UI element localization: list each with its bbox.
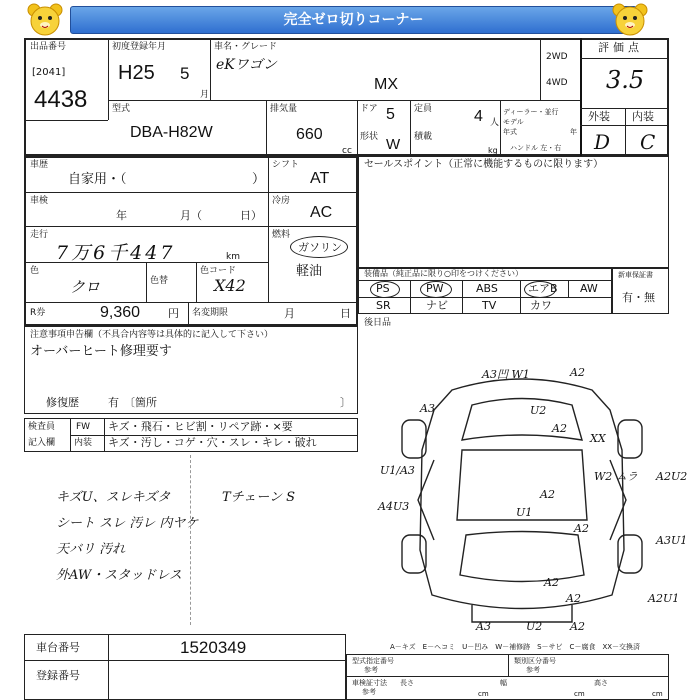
- interior-check-items: キズ・汚し・コゲ・穴・スレ・キレ・破れ: [108, 436, 317, 449]
- length-label: 長さ: [400, 679, 414, 687]
- damage-mark: A3凹 W1: [482, 368, 530, 381]
- damage-mark: A2: [540, 488, 555, 501]
- model-year-label: モデル: [503, 118, 524, 126]
- equip-abs: ABS: [476, 282, 498, 295]
- inspection-year: 年: [116, 209, 127, 222]
- damage-mark: W2 ムラ: [594, 470, 638, 483]
- inspector-note-3: 天バリ 汚れ: [56, 542, 126, 557]
- inspector-note-1: キズU、スレキズタ: [56, 490, 171, 505]
- inspection-month: 月（: [180, 209, 202, 222]
- repair-location-close: 〕: [340, 396, 351, 409]
- handle-label: ハンドル 左・右: [510, 144, 562, 152]
- damage-mark: A2U1: [648, 592, 680, 605]
- color-change-label: 色替: [150, 276, 169, 286]
- category-label: 類別区分番号: [514, 657, 556, 665]
- doors-value: 5: [386, 106, 395, 123]
- displacement-label: 排気量: [270, 104, 298, 114]
- first-reg-year: H25: [118, 62, 155, 84]
- page-title: 完全ゼロ切りコーナー: [70, 6, 637, 34]
- height-unit: cm: [652, 690, 663, 698]
- name-change-day: 日: [340, 307, 351, 320]
- fuel-gas-circle: [290, 236, 348, 258]
- fw-items: キズ・飛石・ヒビ割・リペア跡・×要: [108, 420, 293, 433]
- first-reg-month-unit: 月: [200, 90, 210, 100]
- color-code-value: X42: [214, 276, 246, 295]
- entry-label: 記入欄: [28, 438, 56, 448]
- equip-leather: カワ: [530, 299, 552, 312]
- damage-mark: A2: [574, 522, 589, 535]
- equip-pw-circle: [420, 281, 452, 298]
- repair-history-value: 有: [108, 396, 119, 409]
- history-value: 自家用・（: [68, 172, 127, 187]
- car-name: eKワゴン: [216, 57, 277, 73]
- damage-mark: A3: [420, 402, 435, 415]
- width-label: 幅: [500, 679, 507, 687]
- lot-label: 出品番号: [30, 42, 67, 52]
- first-reg-label: 初度登録年月: [112, 42, 167, 52]
- car-grade: MX: [374, 76, 398, 93]
- equip-airbag-circle: [524, 281, 556, 298]
- mileage-unit: km: [226, 252, 240, 262]
- color-label: 色: [30, 266, 40, 276]
- damage-mark: A3U1: [656, 534, 688, 547]
- damage-mark: A2: [552, 422, 567, 435]
- car-damage-diagram: [362, 360, 692, 640]
- ac-value: AC: [310, 204, 333, 221]
- inspector-label: 検査員: [28, 422, 56, 432]
- interior-check-label: 内装: [74, 438, 93, 448]
- mascot-bear-left-icon: [25, 2, 65, 38]
- drive-2wd: 2WD: [546, 52, 568, 62]
- ac-label: 冷房: [272, 196, 291, 206]
- interior-grade: C: [640, 130, 656, 154]
- chassis-label: 車台番号: [36, 641, 80, 654]
- name-change-label: 名変期限: [192, 308, 229, 318]
- capacity-label: 定員: [414, 104, 433, 114]
- model-cert-label: 型式指定番号: [352, 657, 394, 665]
- new-warranty-value: 有・無: [622, 291, 655, 304]
- sales-point-label: セールスポイント（正常に機能するものに限ります）: [364, 159, 604, 170]
- registration-label: 登録番号: [36, 669, 80, 682]
- fuel-gas: ガソリン: [298, 241, 342, 254]
- mascot-bear-right-icon: [610, 2, 650, 38]
- category-ref: 参考: [526, 666, 540, 674]
- shape-label: 形状: [360, 132, 379, 142]
- history-close: ）: [252, 172, 266, 187]
- exterior-label: 外装: [588, 110, 610, 123]
- load-unit: kg: [488, 146, 498, 155]
- size-ref: 参考: [362, 688, 376, 696]
- displacement-unit: cc: [342, 146, 352, 156]
- car-label: 車名・グレード: [214, 42, 278, 52]
- first-reg-month: 5: [180, 64, 190, 83]
- equip-navi: ナビ: [426, 299, 448, 312]
- year-label: 年式: [503, 128, 517, 136]
- capacity-unit: 人: [490, 118, 500, 128]
- history-label: 車歴: [30, 160, 49, 170]
- doors-label: ドア: [360, 104, 378, 114]
- shift-value: AT: [310, 170, 330, 187]
- inspection-day: 日）: [240, 209, 262, 222]
- recycle-label: R券: [30, 308, 46, 318]
- equip-aw: AW: [580, 282, 598, 295]
- model-cert-ref: 参考: [364, 666, 378, 674]
- displacement-value: 660: [296, 126, 323, 143]
- notes-column-divider: [190, 455, 191, 625]
- form-frame: [24, 38, 669, 156]
- repair-location: 〔箇所: [124, 396, 157, 409]
- mileage-value: 7万6千447: [56, 242, 176, 264]
- inspector-note-2: シート スレ 汚レ 内ヤケ: [56, 516, 199, 531]
- size-label: 車検証寸法: [352, 679, 387, 687]
- capacity-value: 4: [474, 108, 483, 125]
- inspection-label: 車検: [30, 196, 49, 206]
- repair-history-label: 修復歴: [46, 396, 79, 409]
- dealer-label: ディーラー・並行: [503, 108, 559, 116]
- damage-mark: A2: [570, 620, 585, 633]
- shift-label: シフト: [272, 160, 300, 170]
- name-change-month: 月: [284, 307, 295, 320]
- drive-4wd: 4WD: [546, 78, 568, 88]
- height-label: 高さ: [594, 679, 608, 687]
- interior-label: 内装: [632, 110, 654, 123]
- model-label: 型式: [112, 104, 131, 114]
- shape-value: W: [386, 136, 401, 153]
- notes-label: 注意事項申告欄（不具合内容等は具体的に記入して下さい）: [30, 330, 274, 340]
- recycle-value: 9,360: [100, 304, 141, 321]
- exterior-grade: D: [594, 130, 611, 154]
- damage-mark: U1: [516, 506, 533, 519]
- color-code-label: 色コード: [200, 266, 237, 276]
- rating-score: 3.5: [606, 66, 645, 94]
- rating-label: 評価点: [598, 41, 643, 54]
- sales-point-box: [358, 156, 669, 268]
- chassis-value: 1520349: [180, 638, 247, 657]
- equip-sr: SR: [376, 299, 391, 312]
- damage-mark: A2: [544, 576, 559, 589]
- damage-mark: A4U3: [378, 500, 410, 513]
- mileage-label: 走行: [30, 230, 49, 240]
- damage-mark: U2: [530, 404, 547, 417]
- year-unit: 年: [570, 128, 577, 136]
- fuel-label: 燃料: [272, 230, 291, 240]
- color-value: クロ: [70, 278, 101, 296]
- inspector-extra-note: Tチェーン S: [222, 490, 296, 505]
- new-warranty-label: 新車保証書: [618, 271, 653, 279]
- fuel-diesel: 軽油: [296, 264, 323, 279]
- damage-mark: A2: [566, 592, 581, 605]
- equip-airbag: エアB: [528, 282, 558, 295]
- lot-small-number: [2041]: [32, 67, 66, 78]
- damage-mark: U2: [526, 620, 543, 633]
- width-unit: cm: [574, 690, 585, 698]
- damage-legend: A－キズ E－ヘコミ U－凹み W－補修跡 S－サビ C－腐食 XX－交換済: [390, 643, 641, 651]
- damage-mark: U1/A3: [380, 464, 415, 477]
- notes-text: オーバーヒート修理要す: [30, 344, 172, 359]
- load-label: 積載: [414, 132, 433, 142]
- inspector-note-4: 外AW・スタッドレス: [56, 568, 182, 583]
- damage-mark: A3: [476, 620, 491, 633]
- damage-mark: XX: [590, 432, 606, 445]
- damage-mark: A2: [570, 366, 585, 379]
- fw-label: FW: [76, 422, 91, 432]
- recycle-unit: 円: [168, 307, 179, 320]
- aftermarket-label: 後日品: [364, 318, 392, 328]
- lot-number: 4438: [34, 86, 88, 113]
- equip-tv: TV: [482, 299, 497, 312]
- equip-ps-circle: [370, 281, 400, 298]
- equip-pw: PW: [426, 282, 444, 295]
- equipment-label: 装備品（純正品に限り○印をつけください）: [364, 269, 523, 278]
- damage-mark: A2U2: [656, 470, 688, 483]
- model-value: DBA-H82W: [130, 124, 213, 141]
- equip-ps: PS: [376, 282, 390, 295]
- length-unit: cm: [478, 690, 489, 698]
